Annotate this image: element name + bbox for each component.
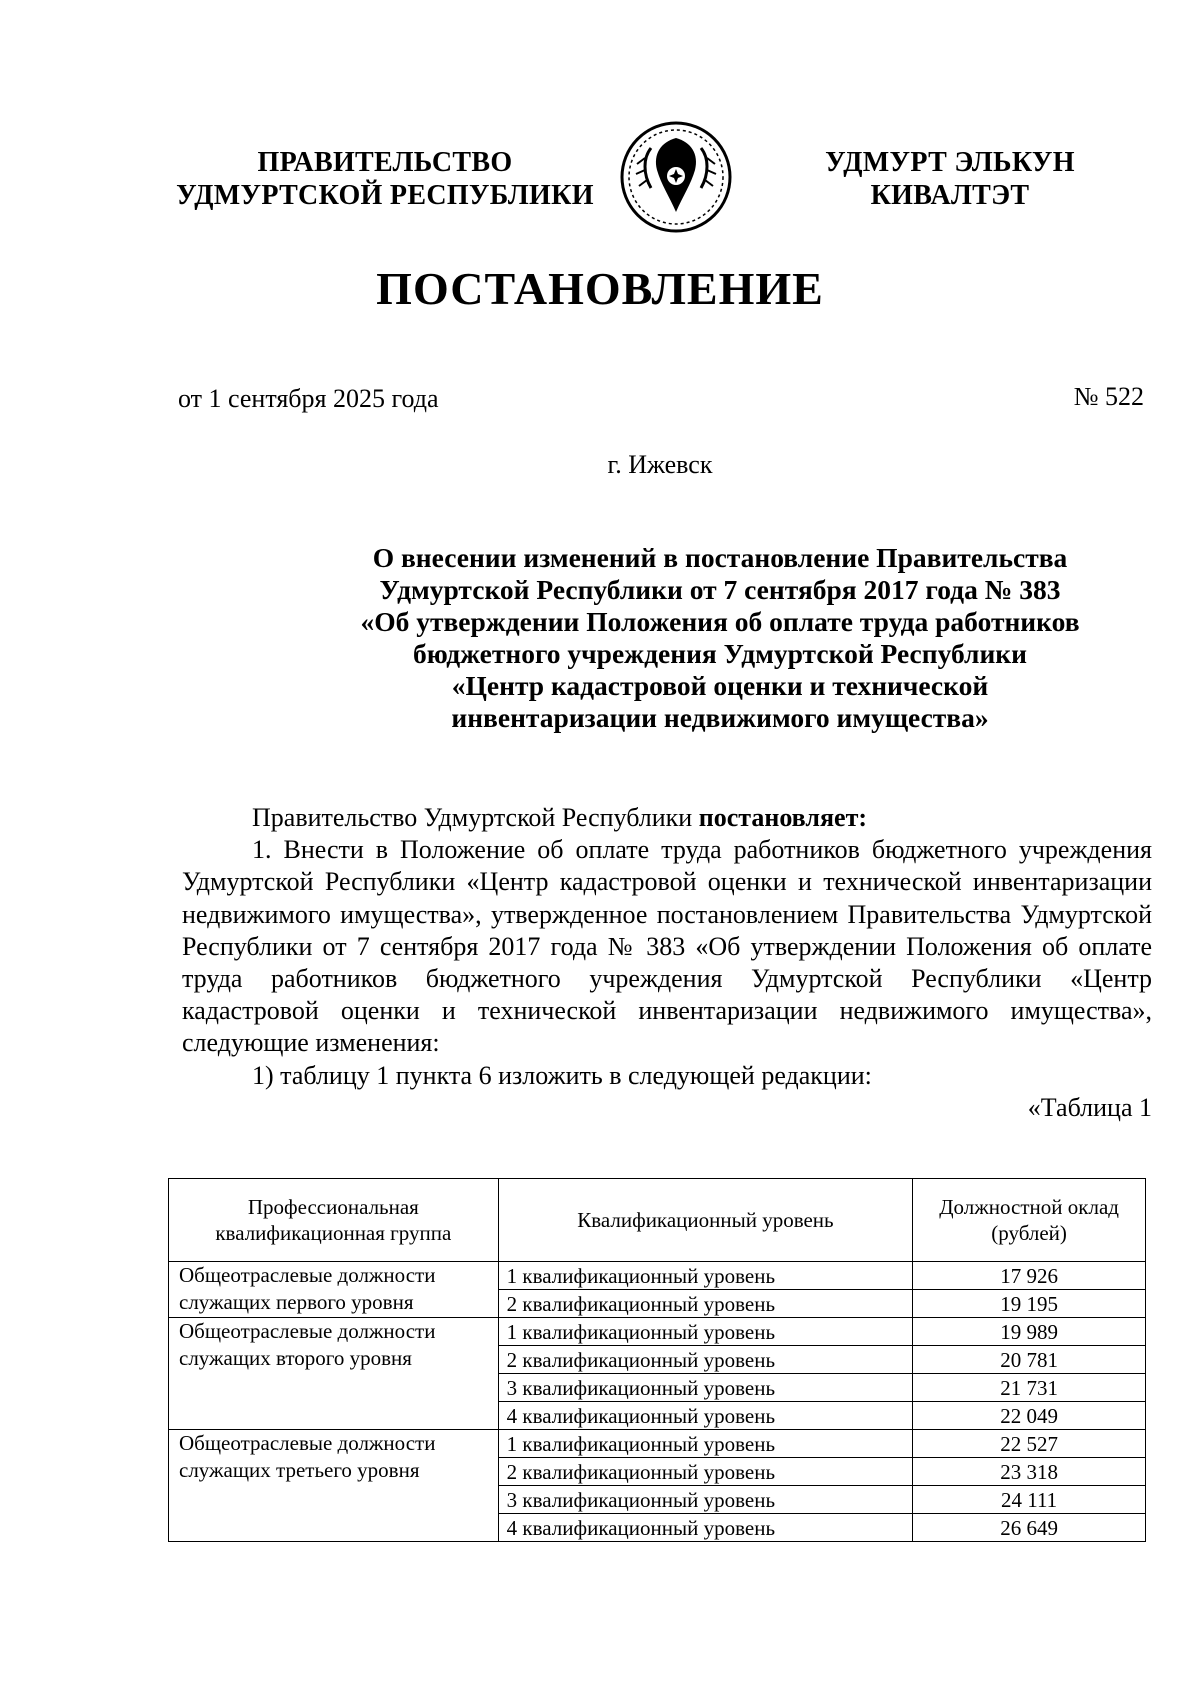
level-cell: 2 квалификационный уровень <box>498 1346 913 1374</box>
government-name-udmurt <box>800 146 1100 212</box>
salary-cell: 20 781 <box>913 1346 1146 1374</box>
document-body <box>182 802 1152 1124</box>
title-line: инвентаризации недвижимого имущества» <box>451 702 989 733</box>
level-cell: 1 квалификационный уровень <box>498 1318 913 1346</box>
salary-cell: 17 926 <box>913 1262 1146 1290</box>
government-name-line2: УДМУРТСКОЙ РЕСПУБЛИКИ <box>176 180 594 211</box>
title-line: «Об утверждении Положения об оплате труда работников <box>360 606 1080 637</box>
level-cell: 1 квалификационный уровень <box>498 1430 913 1458</box>
document-number: № 522 <box>1073 382 1144 411</box>
level-cell: 4 квалификационный уровень <box>498 1402 913 1430</box>
intro-paragraph <box>182 802 1152 834</box>
document-title <box>220 542 1200 734</box>
level-cell: 4 квалификационный уровень <box>498 1514 913 1542</box>
salary-cell: 19 989 <box>913 1318 1146 1346</box>
group-name: Общеотраслевые должности служащих второго уровня <box>169 1318 499 1430</box>
table-row <box>169 1430 1146 1458</box>
intro-bold-text: постановляет: <box>698 803 867 832</box>
table-caption: «Таблица 1 <box>1027 1092 1152 1122</box>
table-row <box>169 1262 1146 1290</box>
item-1-paragraph: 1. Внести в Положение об оплате труда работников бюджетного учреждения Удмуртской Республики «Центр кадастровой оценки и технической инвентаризации недвижимого имущества», утвержденное постановлением Правительства Удмуртской Республики от 7 сентября 2017 года № 383 «Об утверждении Положения об оплате труда работников бюджетного учреждения Удмуртской Республики «Центр кадастровой оценки и технической инвентаризации недвижимого имущества», следующие изменения: <box>182 835 1152 1058</box>
government-name-udmurt-line2: КИВАЛТЭТ <box>870 180 1030 211</box>
level-cell: 2 квалификационный уровень <box>498 1458 913 1486</box>
group-name: Общеотраслевые должности служащих первого уровня <box>169 1262 499 1318</box>
document-type: ПОСТАНОВЛЕНИЕ <box>376 263 824 314</box>
title-line: «Центр кадастровой оценки и технической <box>451 670 989 701</box>
document-date: от 1 сентября 2025 года <box>178 384 439 413</box>
table-header-row <box>169 1179 1146 1262</box>
level-cell: 1 квалификационный уровень <box>498 1262 913 1290</box>
salary-cell: 23 318 <box>913 1458 1146 1486</box>
salary-cell: 26 649 <box>913 1514 1146 1542</box>
coat-of-arms-icon <box>617 118 735 236</box>
document-city: г. Ижевск <box>607 450 713 479</box>
intro-text: Правительство Удмуртской Республики <box>252 803 693 832</box>
salary-cell: 24 111 <box>913 1486 1146 1514</box>
salary-table <box>168 1178 1146 1542</box>
salary-cell: 22 527 <box>913 1430 1146 1458</box>
salary-cell: 19 195 <box>913 1290 1146 1318</box>
title-line: бюджетного учреждения Удмуртской Республики <box>413 638 1027 669</box>
header-level: Квалификационный уровень <box>498 1179 913 1262</box>
table-row <box>169 1318 1146 1346</box>
header-salary: Должностной оклад (рублей) <box>913 1179 1146 1262</box>
level-cell: 2 квалификационный уровень <box>498 1290 913 1318</box>
subitem-1-paragraph: 1) таблицу 1 пункта 6 изложить в следующей редакции: <box>252 1060 872 1090</box>
government-name-line1: ПРАВИТЕЛЬСТВО <box>257 147 513 178</box>
government-name-udmurt-line1: УДМУРТ ЭЛЬКУН <box>825 147 1075 178</box>
level-cell: 3 квалификационный уровень <box>498 1374 913 1402</box>
level-cell: 3 квалификационный уровень <box>498 1486 913 1514</box>
group-name: Общеотраслевые должности служащих третьего уровня <box>169 1430 499 1542</box>
title-line: Удмуртской Республики от 7 сентября 2017 года № 383 <box>379 574 1061 605</box>
salary-cell: 21 731 <box>913 1374 1146 1402</box>
government-name-russian <box>160 146 610 212</box>
salary-cell: 22 049 <box>913 1402 1146 1430</box>
header-group: Профессиональная квалификационная группа <box>169 1179 499 1262</box>
title-line: О внесении изменений в постановление Правительства <box>372 542 1068 573</box>
